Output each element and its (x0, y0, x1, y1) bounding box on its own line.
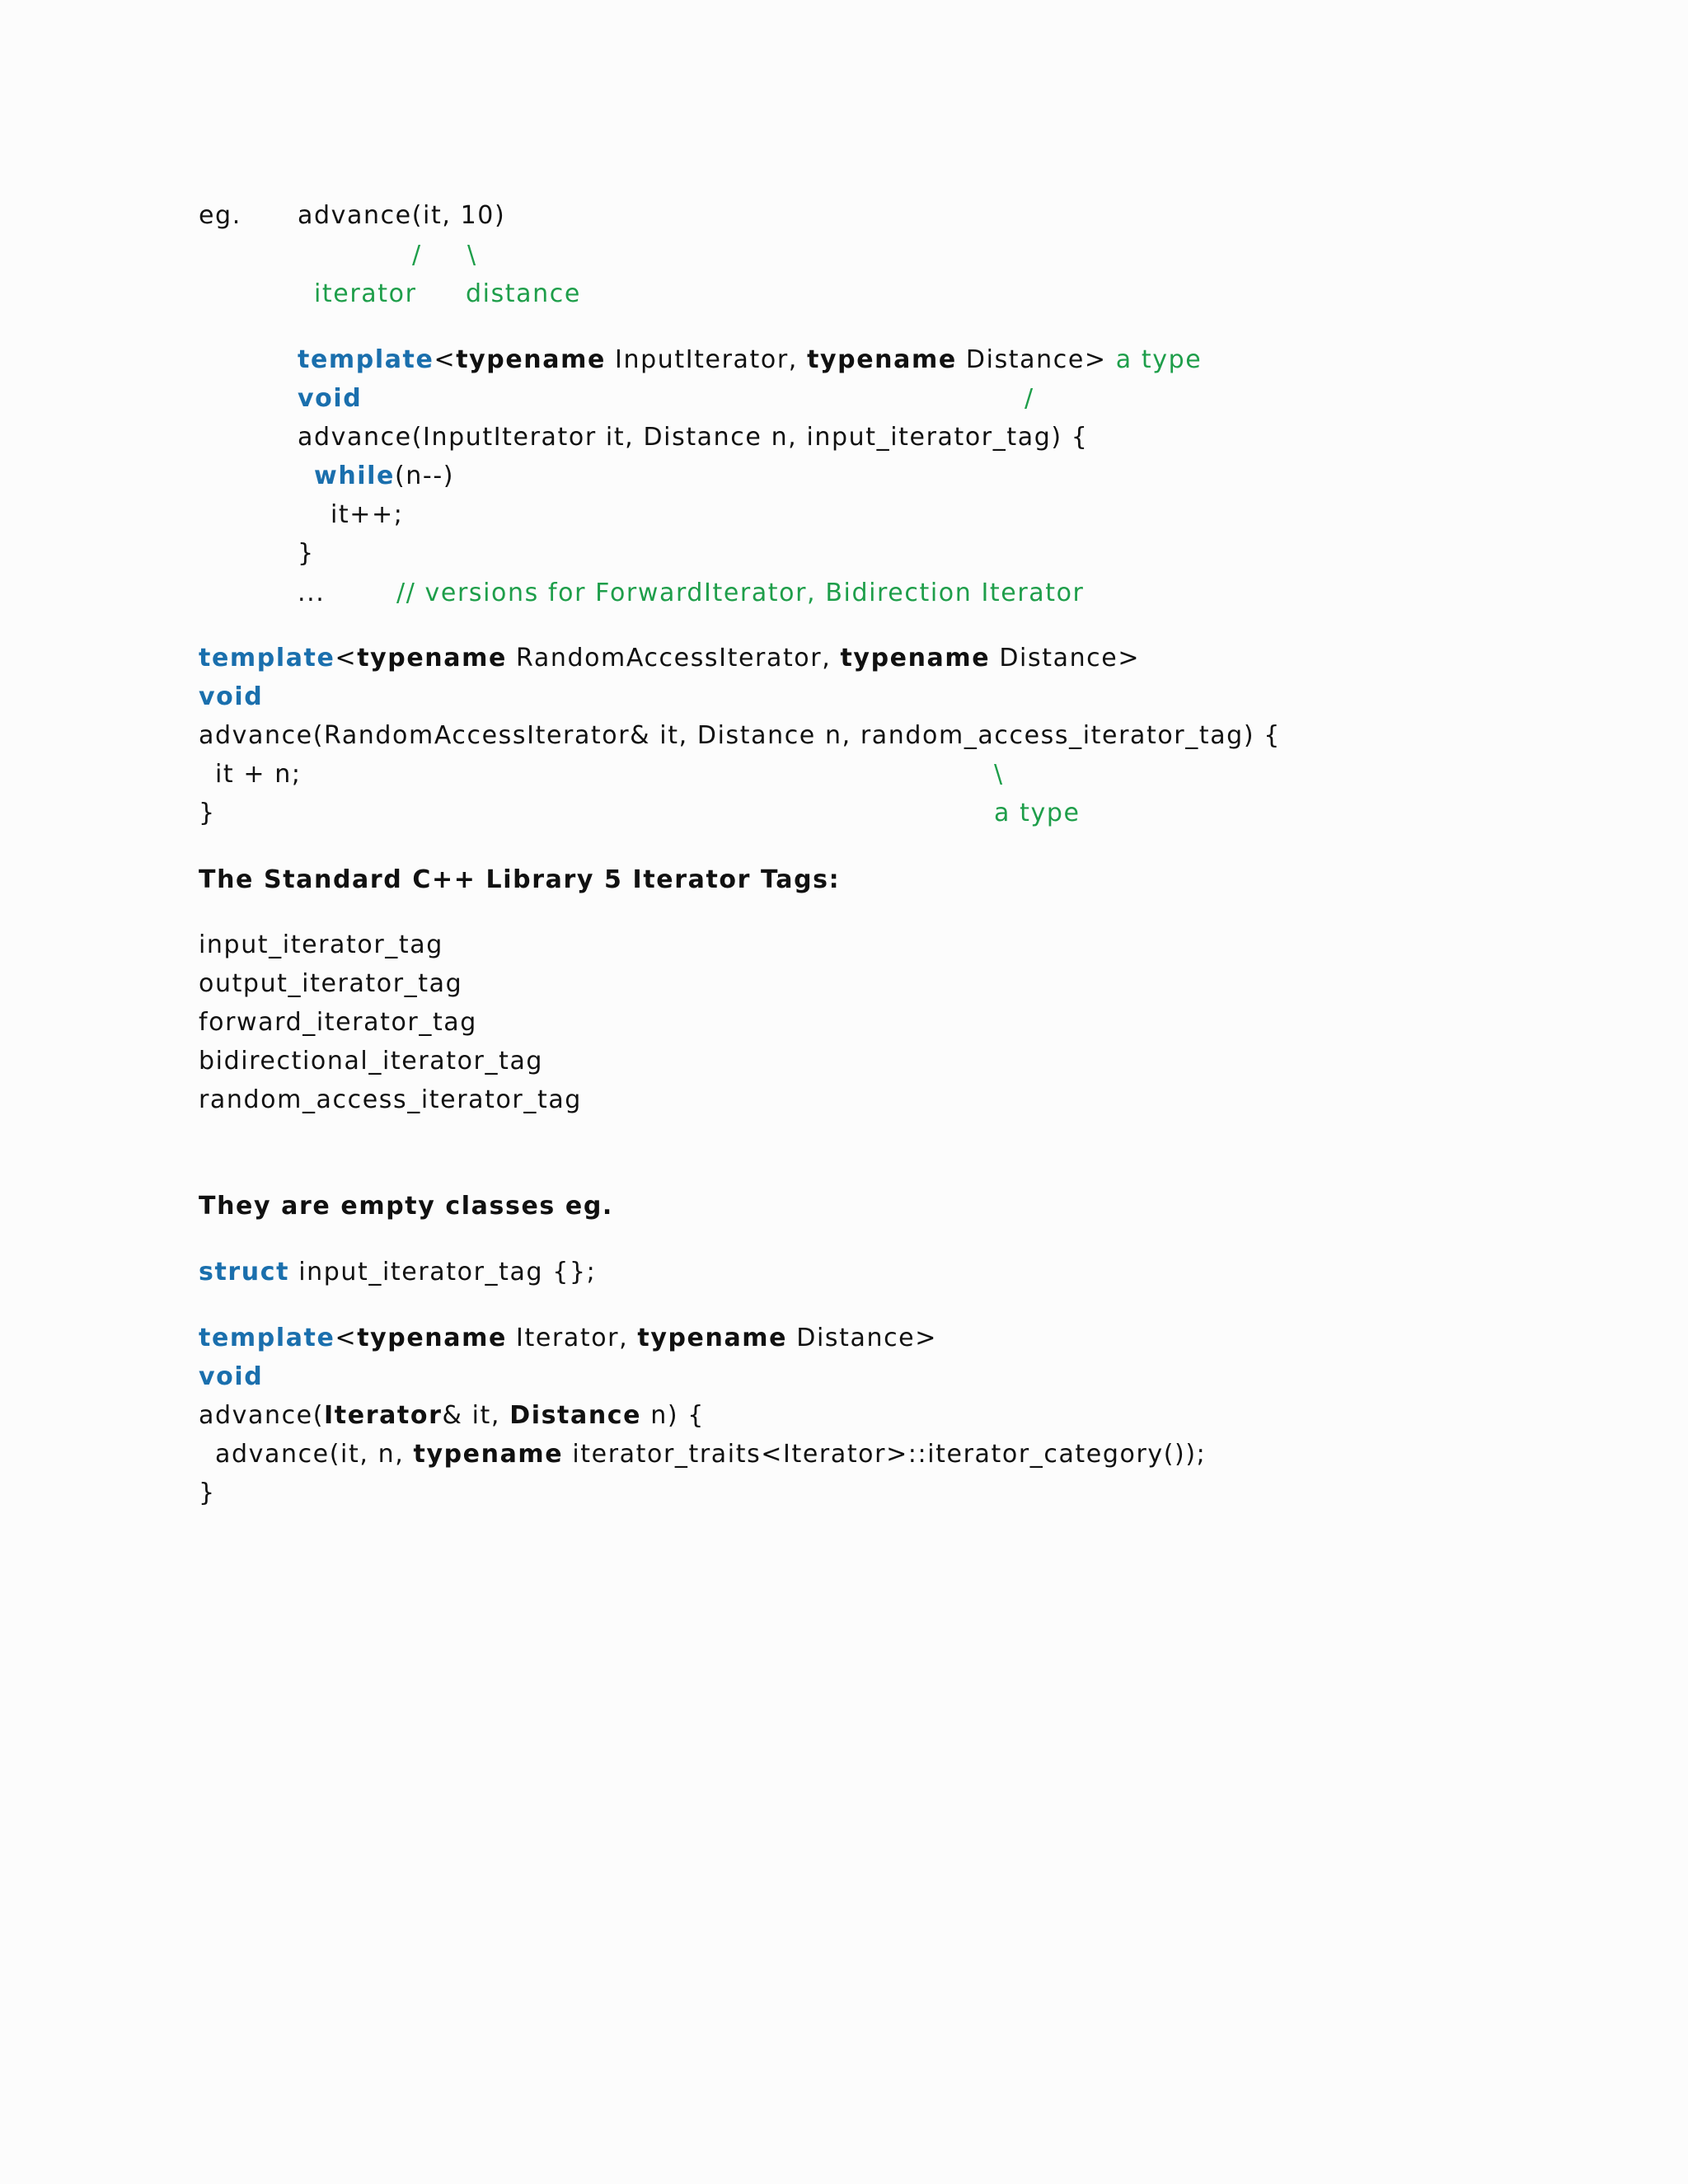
template-param: Distance> (787, 1324, 937, 1352)
keyword-typename: typename (456, 345, 606, 374)
example-label: eg. (199, 201, 241, 230)
template-param: InputIterator, (605, 345, 808, 374)
iterator-annotation: iterator (314, 279, 417, 308)
keyword-template: template (199, 1324, 335, 1352)
tag-item: bidirectional_iterator_tag (199, 1047, 544, 1076)
keyword-typename: typename (840, 644, 991, 673)
signature-random: advance(RandomAccessIterator& it, Distance n, random_access_iterator_tag) { (199, 721, 1281, 750)
slash-annotation: / (1025, 384, 1034, 413)
a-type-annotation: a type (1106, 345, 1203, 374)
template-param: Distance> (956, 345, 1107, 374)
keyword-typename: typename (637, 1324, 788, 1352)
struct-line (199, 1260, 596, 1285)
tag-item: forward_iterator_tag (199, 1008, 477, 1037)
close-brace: } (199, 1479, 216, 1507)
keyword-void: void (199, 682, 264, 711)
keyword-template: template (298, 345, 434, 374)
tag-item: random_access_iterator_tag (199, 1085, 582, 1114)
template-param: Distance> (990, 644, 1141, 673)
signature-part: advance( (199, 1401, 325, 1430)
ellipsis: ... (298, 579, 326, 607)
keyword-struct: struct (199, 1258, 290, 1286)
keyword-typename: typename (357, 644, 507, 673)
template-param: RandomAccessIterator, (506, 644, 841, 673)
angle-open: < (335, 644, 358, 673)
keyword-typename: typename (807, 345, 957, 374)
versions-comment: // versions for ForwardIterator, Bidirection Iterator (396, 579, 1085, 607)
backslash-annotation: \ (994, 760, 1004, 789)
angle-open: < (434, 345, 457, 374)
arrow-right-annotation: \ (467, 241, 477, 269)
body-statement: it++; (331, 500, 404, 529)
distance-annotation: distance (466, 279, 581, 308)
signature-type: Distance (509, 1401, 642, 1430)
keyword-while: while (314, 462, 395, 490)
tag-item: output_iterator_tag (199, 969, 463, 998)
signature-dispatch (199, 1401, 705, 1430)
signature-type: Iterator (324, 1401, 443, 1430)
keyword-template: template (199, 644, 335, 673)
call-part: iterator_traits<Iterator>::iterator_category()); (563, 1440, 1207, 1469)
keyword-typename: typename (357, 1324, 507, 1352)
signature-part: & it, (442, 1401, 510, 1430)
arrow-left-annotation: / (412, 241, 422, 269)
template-line-random (199, 646, 1140, 671)
dispatch-call (215, 1442, 1206, 1467)
template-line-input (298, 345, 1203, 374)
empty-classes-heading: They are empty classes eg. (199, 1192, 613, 1221)
template-line-dispatch (199, 1326, 937, 1351)
call-part: advance(it, n, (215, 1440, 414, 1469)
keyword-typename: typename (413, 1440, 564, 1469)
tags-heading: The Standard C++ Library 5 Iterator Tags: (199, 865, 841, 894)
struct-definition: input_iterator_tag {}; (289, 1258, 597, 1286)
while-condition: (n--) (395, 462, 455, 490)
close-brace: } (298, 539, 315, 568)
keyword-void: void (199, 1362, 264, 1391)
template-param: Iterator, (506, 1324, 638, 1352)
body-statement: it + n; (215, 760, 302, 789)
a-type-annotation: a type (994, 799, 1081, 827)
tag-item: input_iterator_tag (199, 930, 443, 959)
close-brace: } (199, 799, 216, 827)
signature-input: advance(InputIterator it, Distance n, input_iterator_tag) { (298, 423, 1089, 452)
angle-open: < (335, 1324, 358, 1352)
signature-part: n) { (641, 1401, 705, 1430)
example-call: advance(it, 10) (298, 201, 506, 230)
while-line (314, 464, 454, 489)
keyword-void: void (298, 384, 363, 413)
